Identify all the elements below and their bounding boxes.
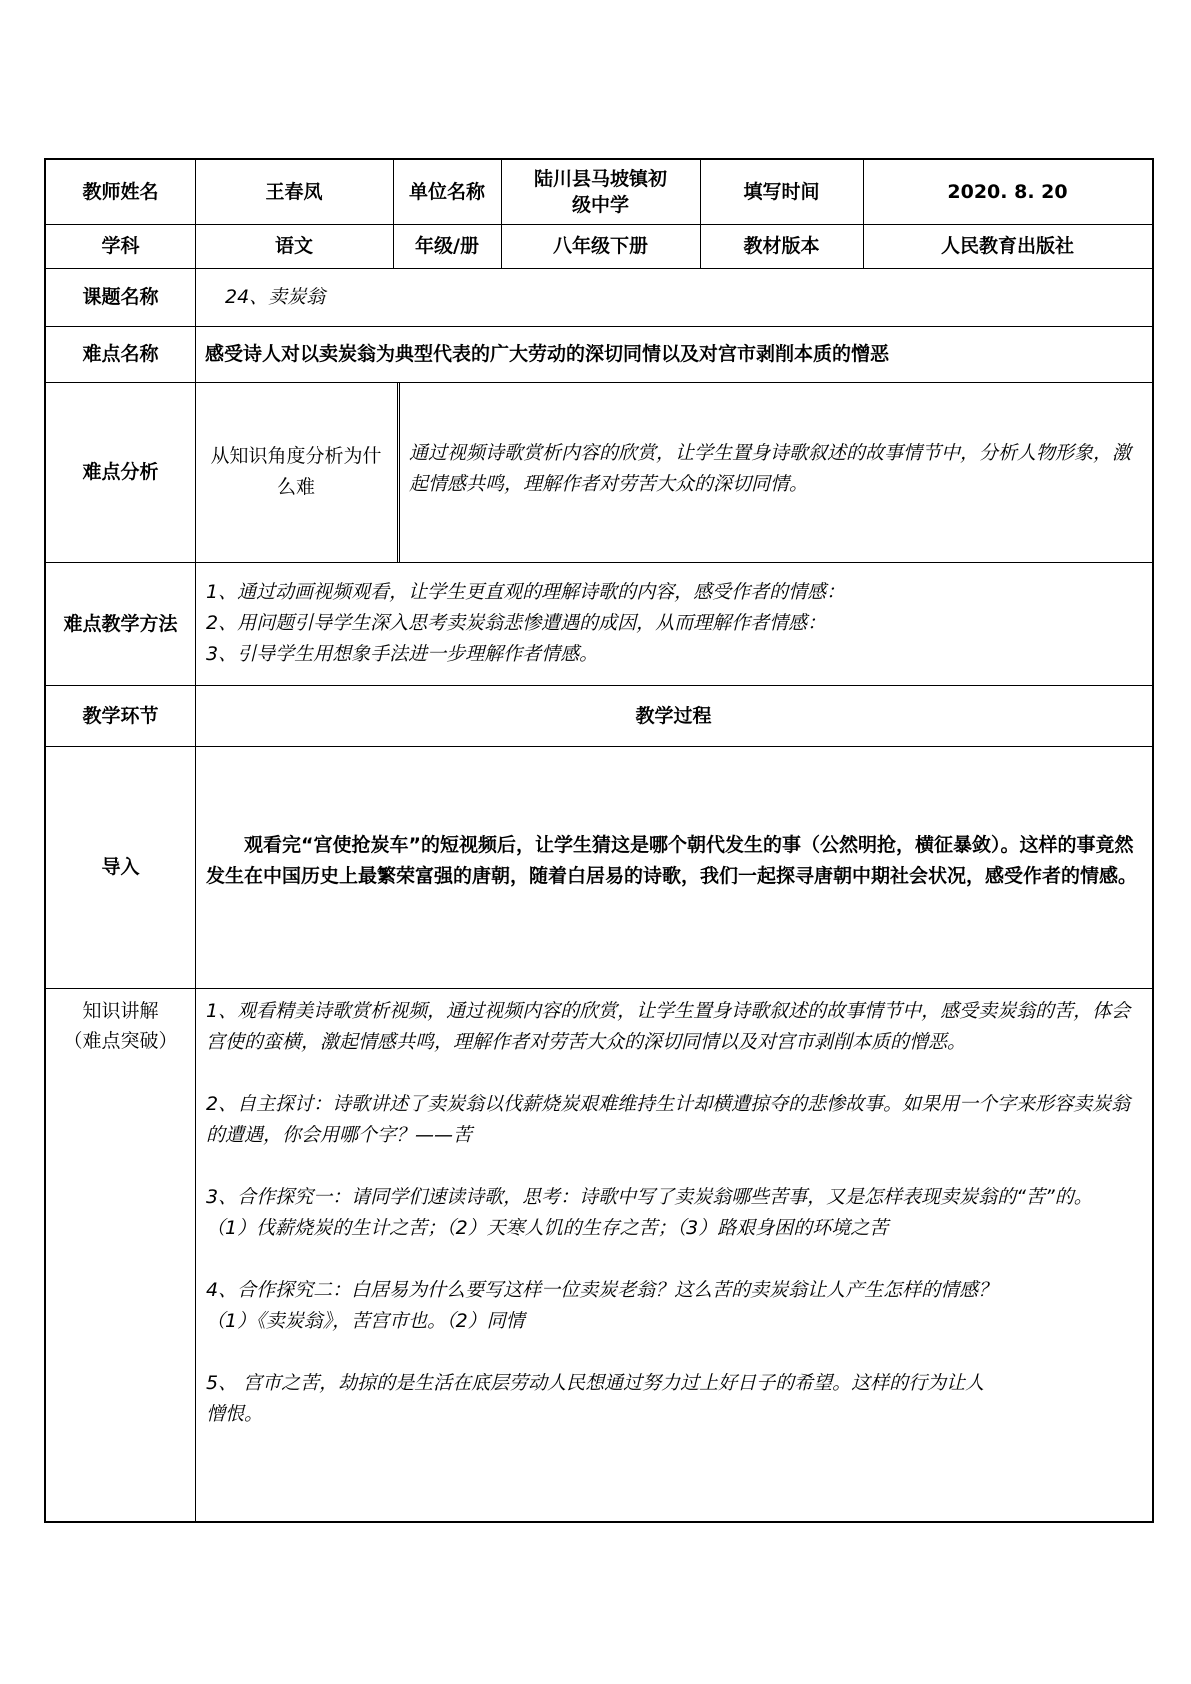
knowledge-item: （1）《卖炭翁》，苦宫市也。（2）同情 [206, 1310, 525, 1332]
knowledge-label-line-2: （难点突破） [63, 1030, 178, 1052]
difficulty-label: 难点名称 [82, 343, 159, 365]
date-value: 2020. 8. 20 [947, 181, 1068, 203]
knowledge-item: 憎恨。 [206, 1403, 264, 1425]
difficulty-value: 感受诗人对以卖炭翁为典型代表的广大劳动的深切同情以及对宫市剥削本质的憎恶 [205, 343, 890, 365]
knowledge-item: 4、合作探究二：白居易为什么要写这样一位卖炭老翁？这么苦的卖炭翁让人产生怎样的情感？ [206, 1279, 998, 1301]
knowledge-item: 3、合作探究一：请同学们速读诗歌，思考：诗歌中写了卖炭翁哪些苦事，又是怎样表现卖炭翁的“苦”的。 [206, 1186, 1093, 1208]
analysis-label: 难点分析 [82, 461, 159, 483]
knowledge-item: 1、观看精美诗歌赏析视频，通过视频内容的欣赏，让学生置身诗歌叙述的故事情节中，感受卖炭翁的苦，体会宫使的蛮横，激起情感共鸣，理解作者对劳苦大众的深切同情以及对宫市剥削本质的憎恶。 [206, 1000, 1131, 1053]
intro-label: 导入 [101, 856, 140, 878]
unit-value: 陆川县马坡镇初级中学 [533, 168, 667, 216]
method-item: 3、引导学生用想象手法进一步理解作者情感。 [206, 643, 599, 665]
edition-label: 教材版本 [743, 235, 820, 257]
teacher-value: 王春凤 [265, 181, 323, 203]
process-label: 教学过程 [635, 704, 712, 727]
analysis-text: 通过视频诗歌赏析内容的欣赏，让学生置身诗歌叙述的故事情节中，分析人物形象，激起情感共鸣，理解作者对劳苦大众的深切同情。 [409, 442, 1132, 495]
col-divider [397, 382, 398, 562]
teacher-label: 教师姓名 [82, 181, 159, 203]
analysis-value [409, 438, 1145, 500]
edition-value: 人民教育出版社 [940, 235, 1074, 257]
intro-block [206, 830, 1146, 892]
method-label: 难点教学方法 [63, 612, 178, 635]
knowledge-label-line-1: 知识讲解 [82, 1000, 159, 1022]
row-divider [46, 746, 1152, 747]
intro-text: 观看完“宫使抢炭车”的短视频后，让学生猜这是哪个朝代发生的事（公然明抢，横征暴敛）。这样的事竟然发生在中国历史上最繁荣富强的唐朝，随着白居易的诗歌，我们一起探寻唐朝中期社会状况，感受作者的情感。 [206, 834, 1138, 887]
row-divider [46, 988, 1152, 989]
unit-label: 单位名称 [408, 181, 485, 203]
topic-label: 课题名称 [82, 286, 159, 308]
knowledge-item: 2、自主探讨：诗歌讲述了卖炭翁以伐薪烧炭艰难维持生计却横遭掠夺的悲惨故事。如果用一个字来形容卖炭翁的遭遇，你会用哪个字？——苦 [206, 1093, 1131, 1146]
method-item: 1、通过动画视频观看，让学生更直观的理解诗歌的内容，感受作者的情感： [206, 581, 846, 603]
stage-label: 教学环节 [82, 704, 159, 727]
subject-value: 语文 [274, 235, 313, 257]
row-divider [46, 562, 1152, 563]
subject-label: 学科 [101, 235, 140, 257]
method-list [206, 577, 1146, 670]
knowledge-item: （1）伐薪烧炭的生计之苦；（2）天寒人饥的生存之苦；（3）路艰身困的环境之苦 [206, 1217, 889, 1239]
analysis-sub-label: 从知识角度分析为什么难 [210, 445, 382, 498]
knowledge-list [206, 996, 1146, 1430]
date-label: 填写时间 [743, 181, 820, 203]
lesson-plan-table [44, 158, 1154, 1523]
col-divider [399, 382, 400, 562]
knowledge-label [46, 996, 195, 1056]
method-item: 2、用问题引导学生深入思考卖炭翁悲惨遭遇的成因，从而理解作者情感： [206, 612, 827, 634]
topic-value: 24、卖炭翁 [225, 286, 326, 308]
grade-label: 年级/册 [415, 235, 479, 257]
knowledge-item: 5、 宫市之苦，劫掠的是生活在底层劳动人民想通过努力过上好日子的希望。这样的行为让人 [206, 1372, 985, 1394]
grade-value: 八年级下册 [552, 235, 648, 257]
